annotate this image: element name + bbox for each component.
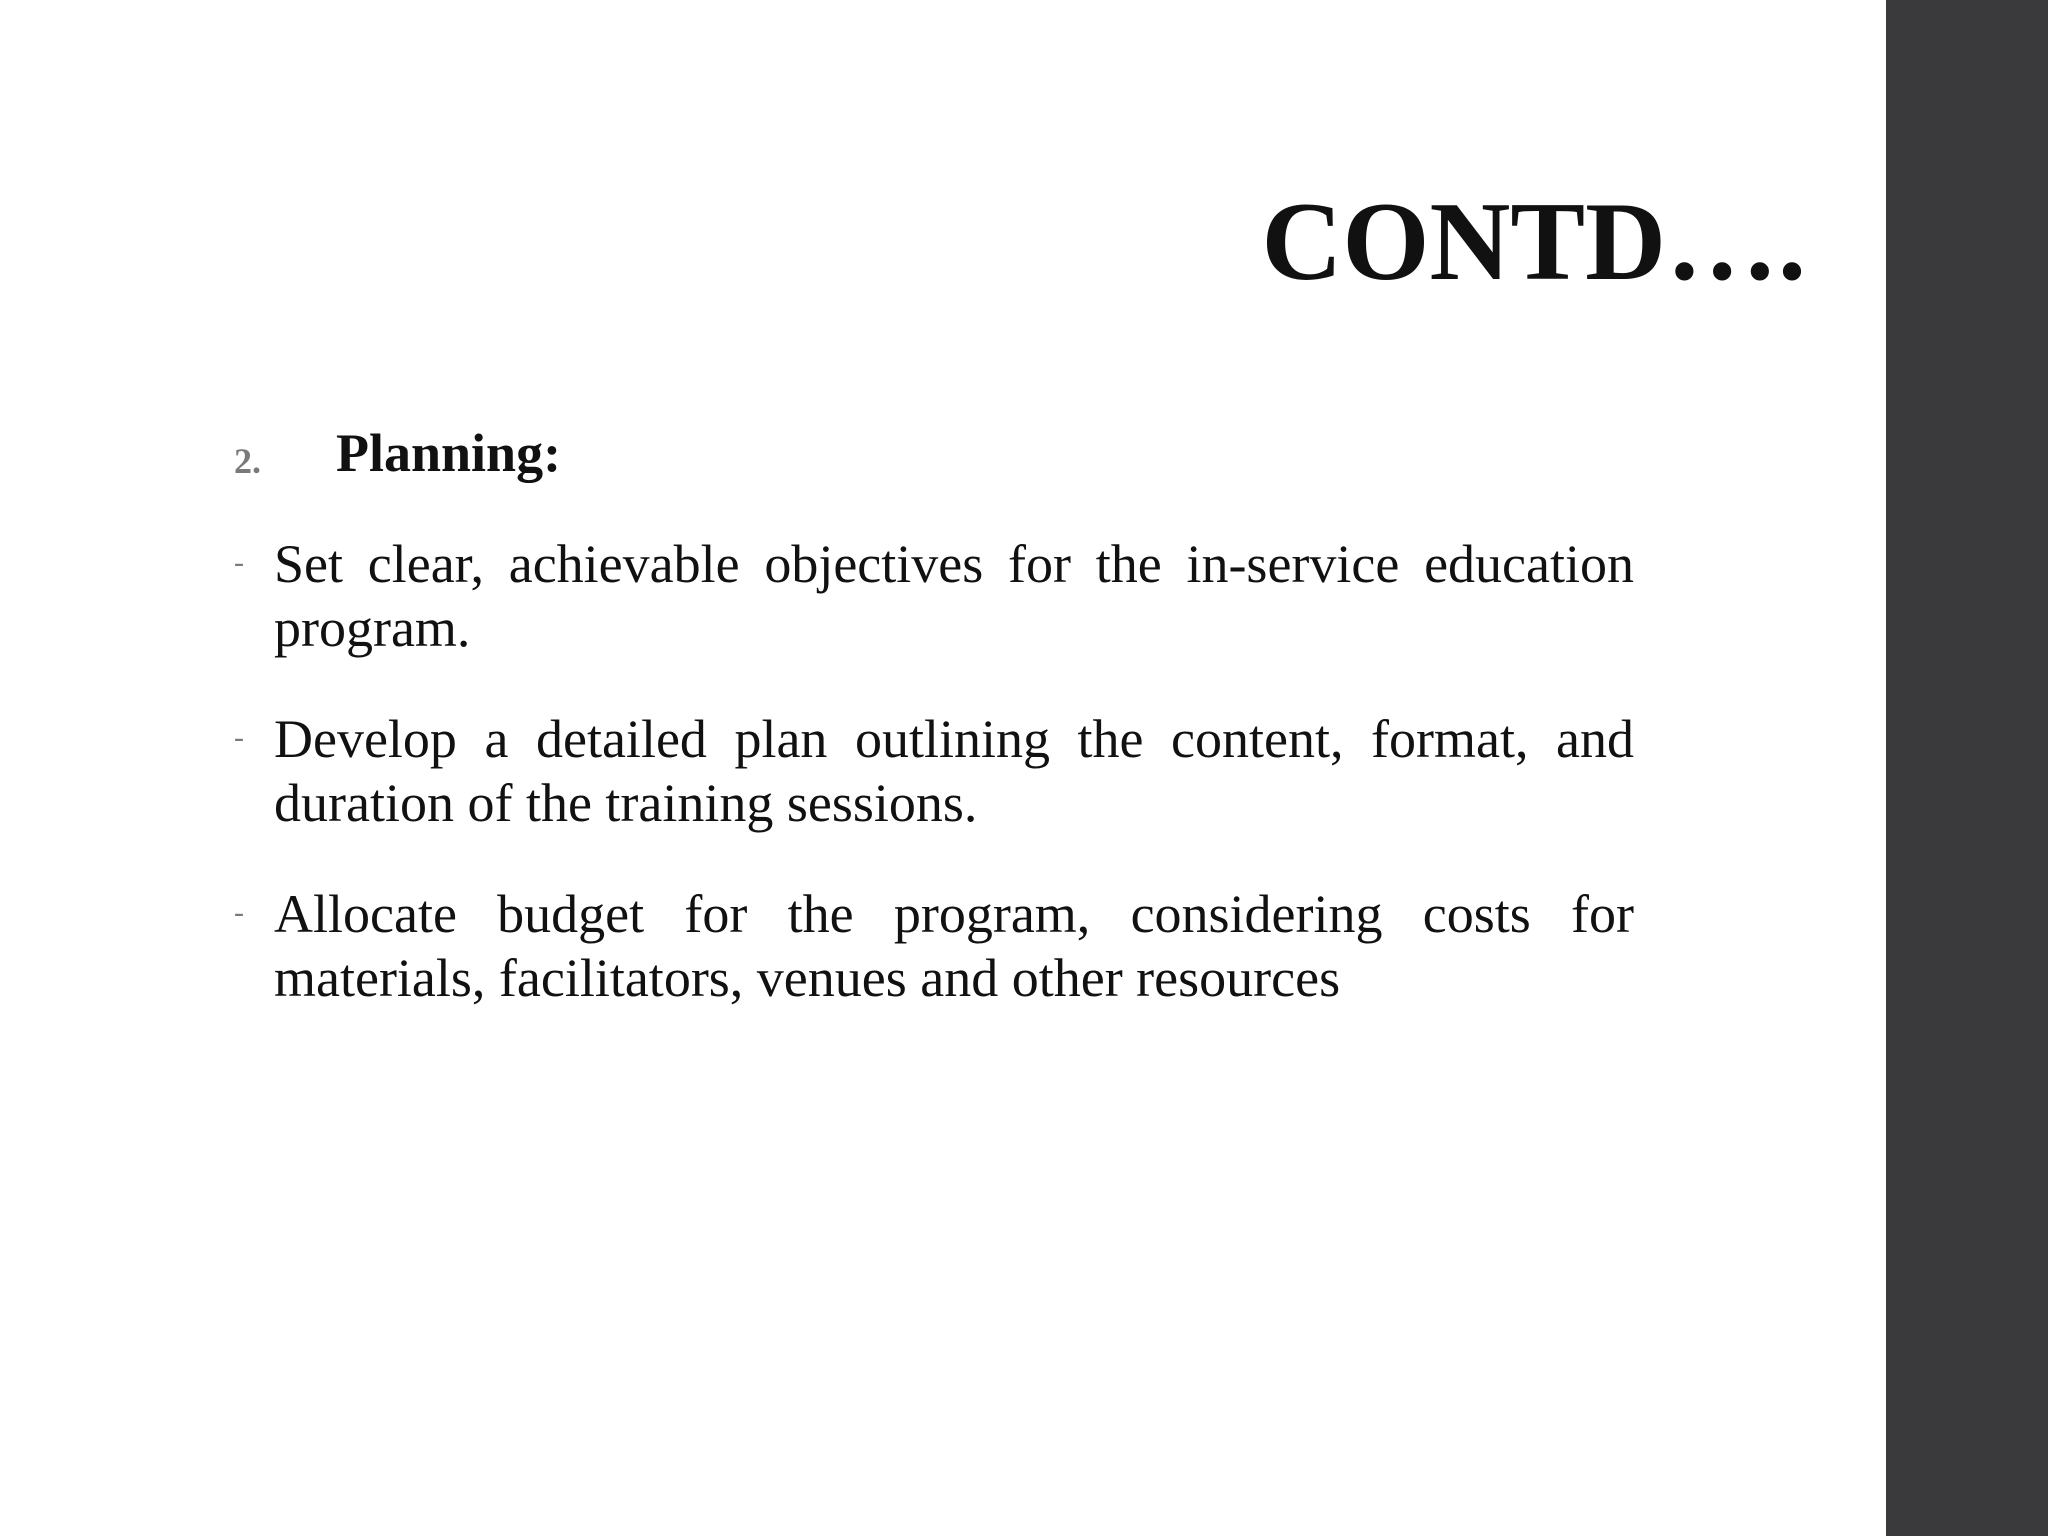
section-title: Planning: [336,423,562,483]
bullet-dash-icon: - [234,546,244,579]
bullet-dash-icon: - [234,896,244,929]
bullet-dash-icon: - [234,721,244,754]
bullet-item [234,707,1634,835]
slide-title: CONTD…. [1261,180,1806,304]
section-heading [234,422,1634,488]
bullet-text: Allocate budget for the program, considering costs for materials, facilitators, venues and other resources [274,884,1634,1008]
slide-side-bar [1886,0,2048,1536]
bullet-text: Develop a detailed plan outlining the content, format, and duration of the training sessions. [274,709,1634,833]
bullet-item [234,532,1634,660]
bullet-text: Set clear, achievable objectives for the in-service education program. [274,534,1634,658]
section-number: 2. [234,441,261,481]
bullet-item [234,882,1634,1010]
